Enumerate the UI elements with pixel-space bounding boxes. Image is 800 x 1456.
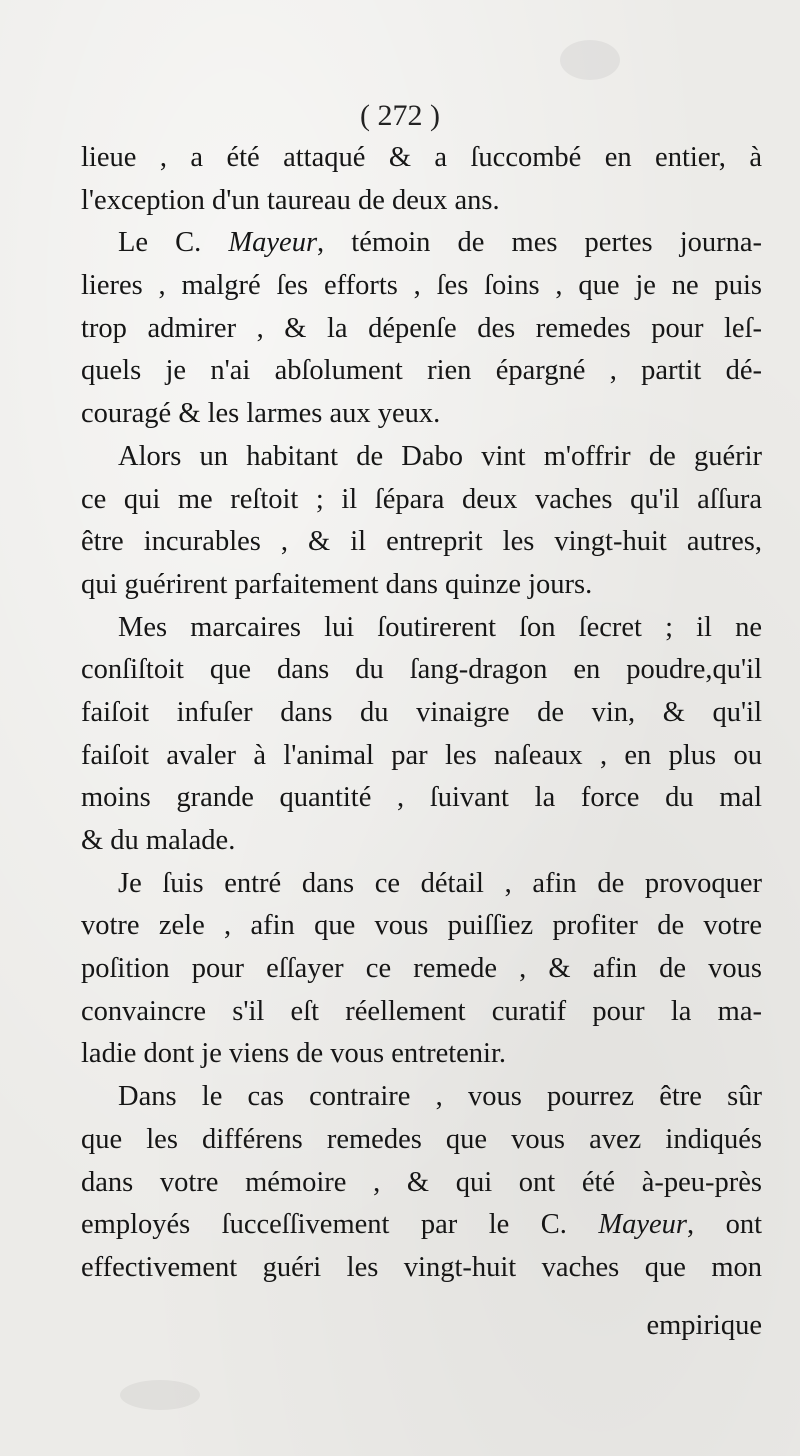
text-line: Mes marcaires lui ſoutirerent ſon ſecret ; il ne xyxy=(118,611,762,643)
text-line: lieres , malgré ſes efforts , ſes ſoins , que je ne puis xyxy=(81,270,762,302)
text-line: Je ſuis entré dans ce détail , afin de provoquer xyxy=(118,867,762,899)
paper-stain xyxy=(120,1380,200,1410)
text-line: votre zele , afin que vous puiſſiez profiter de votre xyxy=(81,910,762,942)
text-line: être incurables , & il entreprit les vingt-huit autres, xyxy=(81,526,762,558)
page-number: ( 272 ) xyxy=(360,99,440,132)
body-text xyxy=(81,137,762,1290)
text-segment: , témoin de mes pertes journa- xyxy=(317,227,762,259)
text-line: Alors un habitant de Dabo vint m'offrir de guérir xyxy=(118,440,762,472)
text-line xyxy=(81,1204,762,1247)
text-line: faiſoit infuſer dans du vinaigre de vin, & qu'il xyxy=(81,696,762,728)
text-line: poſition pour eſſayer ce remede , & afin de vous xyxy=(81,953,762,985)
text-line: effectivement guéri les vingt-huit vaches que mon xyxy=(81,1251,762,1283)
text-line: faiſoit avaler à l'animal par les naſeaux , en plus ou xyxy=(81,739,762,771)
text-line: quels je n'ai abſolument rien épargné , partit dé- xyxy=(81,355,762,387)
text-line: que les différens remedes que vous avez indiqués xyxy=(81,1123,762,1155)
text-segment: Le C. xyxy=(118,227,229,259)
text-segment: employés ſucceſſivement par le C. xyxy=(81,1209,599,1241)
text-line: moins grande quantité , ſuivant la force du mal xyxy=(81,782,762,814)
text-line xyxy=(81,222,762,265)
text-line: convaincre s'il eſt réellement curatif pour la ma- xyxy=(81,995,762,1027)
text-line: Dans le cas contraire , vous pourrez être sûr xyxy=(118,1081,762,1113)
italic-name: Mayeur xyxy=(228,227,318,259)
text-line: & du malade. xyxy=(81,825,236,856)
text-line: l'exception d'un taureau de deux ans. xyxy=(81,184,500,216)
catchword: empirique xyxy=(646,1310,762,1341)
text-line: qui guérirent parfaitement dans quinze jours. xyxy=(81,568,593,600)
text-line: lieue , a été attaqué & a ſuccombé en entier, à xyxy=(81,142,762,173)
paper-stain xyxy=(560,40,620,80)
text-line: couragé & les larmes aux yeux. xyxy=(81,398,441,430)
text-line: conſiſtoit que dans du ſang-dragon en poudre,qu'il xyxy=(81,654,762,686)
italic-name: Mayeur xyxy=(598,1209,687,1241)
text-line: dans votre mémoire , & qui ont été à-peu-près xyxy=(81,1166,762,1198)
text-segment: , ont xyxy=(687,1209,762,1241)
text-line: ladie dont je viens de vous entretenir. xyxy=(81,1038,507,1070)
text-line: ce qui me reſtoit ; il ſépara deux vaches qu'il aſſura xyxy=(81,483,762,515)
text-line: trop admirer , & la dépenſe des remedes pour leſ- xyxy=(81,312,762,344)
